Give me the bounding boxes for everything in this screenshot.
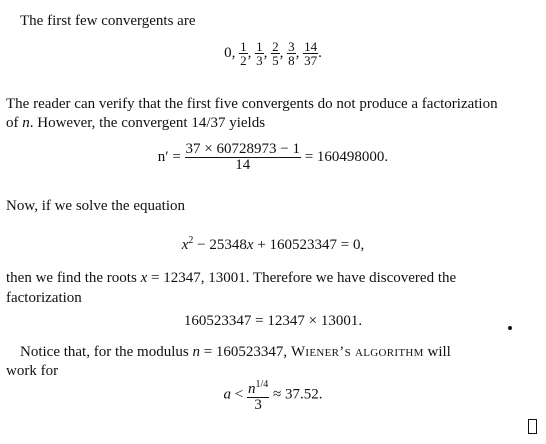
quadratic-equation: $x^2 - 25348x + 160523347 = 0$, xyxy=(181,235,365,253)
end-of-proof-box xyxy=(528,419,537,434)
paragraph-roots-line2: factorization xyxy=(6,290,82,306)
convergent-1: $\frac{1}{2}$ xyxy=(240,39,247,68)
convergent-2: $\frac{1}{3}$ xyxy=(256,39,263,68)
wiener-bound-equation: a < $\frac{n^{1/4}}{3}$ ≈ 37.52. xyxy=(223,379,323,413)
paragraph-notice-line2: work for xyxy=(6,363,59,379)
convergent-5: $\frac{14}{37}$ xyxy=(304,39,318,68)
paragraph-solve: Now, if we solve the equation xyxy=(6,198,185,214)
paragraph-verify-line2: of n. However, the convergent 14/37 yields xyxy=(6,115,266,131)
paragraph-notice-line1: Notice that, for the modulus n = 160523347, Wiener’s algorithm will xyxy=(20,344,451,360)
convergent-4: $\frac{3}{8}$ xyxy=(288,39,295,68)
intro-text: The first few convergents are xyxy=(20,13,196,29)
stray-dot-mark xyxy=(508,326,512,330)
wiener-bound-fraction: $\frac{n^{1/4}}{3}$ xyxy=(247,379,269,413)
paragraph-verify-line1: The reader can verify that the first five convergents do not produce a factorization xyxy=(6,96,498,112)
equation-n-prime-fraction: $\frac{37 \times 60728973 - 1}{14}$ xyxy=(185,141,300,173)
convergents-equation: 0, $\frac{1}{2}$ , $\frac{1}{3}$ , $\frac{2}{5}$ , $\frac{3}{8}$ , $\frac{14}{37}$ . xyxy=(224,39,322,68)
equation-n-prime: n′ = $\frac{37 \times 60728973 - 1}{14}$ = 160498000. xyxy=(157,141,389,173)
paragraph-roots-line1: then we find the roots x = 12347, 13001. Therefore we have discovered the xyxy=(6,270,457,286)
convergent-zero: 0, xyxy=(224,44,236,61)
factorization-equation: 160523347 = 12347 × 13001. xyxy=(183,313,363,329)
convergent-3: $\frac{2}{5}$ xyxy=(272,39,279,68)
